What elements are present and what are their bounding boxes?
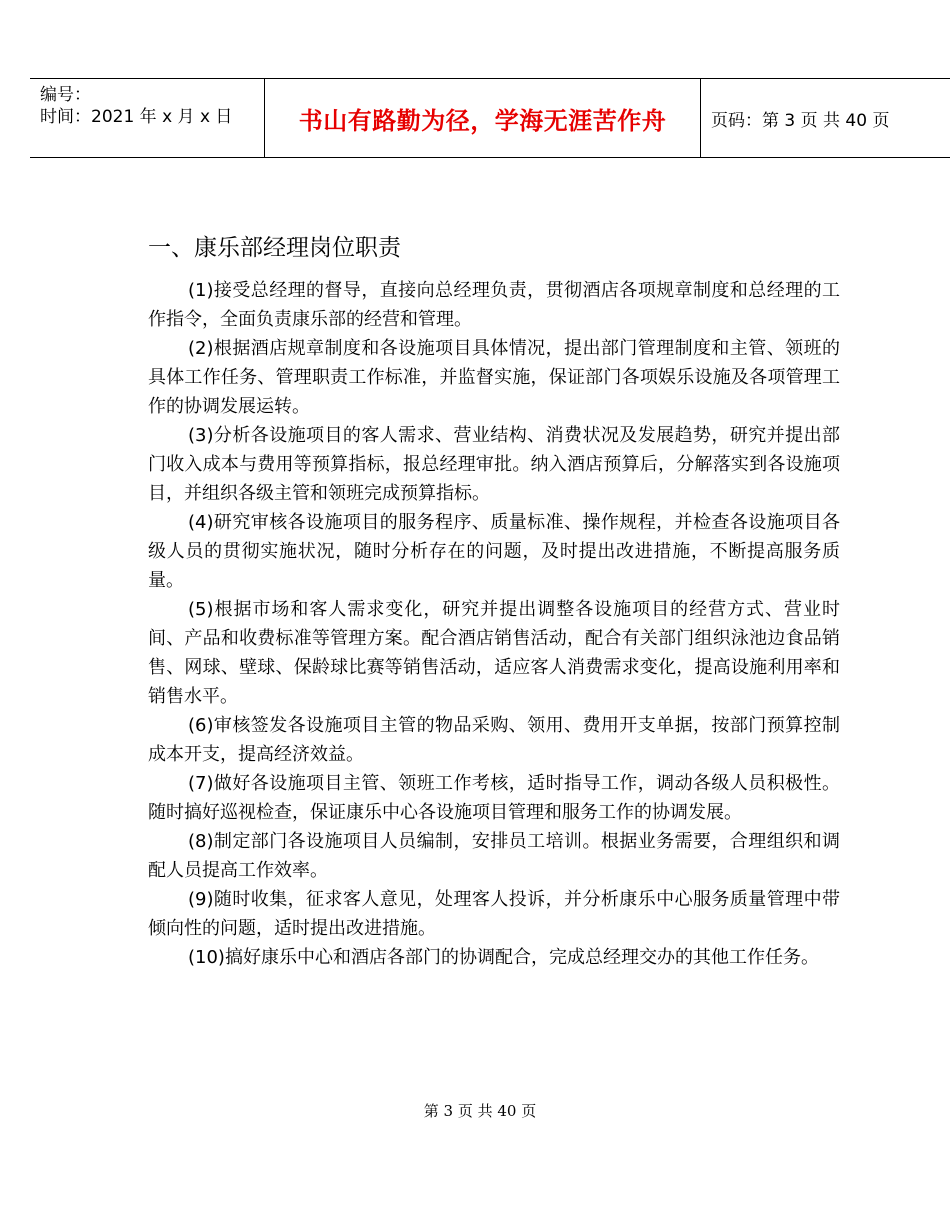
document-header [30,78,950,158]
section-title: 一、康乐部经理岗位职责 [148,235,401,261]
duty-paragraph: (6)审核签发各设施项目主管的物品采购、领用、费用开支单据，按部门预算控制成本开支，提高经济效益。 [148,715,840,765]
duty-paragraph: (10)搞好康乐中心和酒店各部门的协调配合，完成总经理交办的其他工作任务。 [188,947,819,968]
duty-paragraph: (2)根据酒店规章制度和各设施项目具体情况，提出部门管理制度和主管、领班的具体工作任务、管理职责工作标准，并监督实施，保证部门各项娱乐设施及各项管理工作的协调发展运转。 [148,338,840,417]
header-page-cell [701,79,950,157]
document-number-label: 编号： [40,85,91,105]
header-motto-cell [265,79,701,157]
duty-paragraph: (7)做好各设施项目主管、领班工作考核，适时指导工作，调动各级人员积极性。随时搞好巡视检查，保证康乐中心各设施项目管理和服务工作的协调发展。 [148,773,840,823]
header-meta-cell [30,79,265,157]
document-time-label: 时间：2021 年 x 月 x 日 [40,107,233,127]
duty-paragraph: (4)研究审核各设施项目的服务程序、质量标准、操作规程，并检查各设施项目各级人员的贯彻实施状况，随时分析存在的问题，及时提出改进措施，不断提高服务质量。 [148,512,840,591]
header-page-code: 页码：第 3 页 共 40 页 [711,110,890,131]
duty-paragraph: (3)分析各设施项目的客人需求、营业结构、消费状况及发展趋势，研究并提出部门收入成本与费用等预算指标，报总经理审批。纳入酒店预算后，分解落实到各设施项目，并组织各级主管和领班完成预算指标。 [148,425,840,504]
duty-paragraph: (9)随时收集，征求客人意见，处理客人投诉，并分析康乐中心服务质量管理中带倾向性的问题，适时提出改进措施。 [148,889,840,939]
duty-paragraph: (1)接受总经理的督导，直接向总经理负责，贯彻酒店各项规章制度和总经理的工作指令，全面负责康乐部的经营和管理。 [148,280,840,330]
document-body [148,228,840,972]
duty-paragraph: (8)制定部门各设施项目人员编制，安排员工培训。根据业务需要，合理组织和调配人员提高工作效率。 [148,831,840,881]
duty-paragraph: (5)根据市场和客人需求变化，研究并提出调整各设施项目的经营方式、营业时间、产品和收费标准等管理方案。配合酒店销售活动，配合有关部门组织泳池边食品销售、网球、壁球、保龄球比赛等销售活动，适应客人消费需求变化，提高设施利用率和销售水平。 [148,599,840,707]
header-motto: 书山有路勤为径，学海无涯苦作舟 [298,106,667,135]
page-footer: 第 3 页 共 40 页 [423,1102,537,1120]
